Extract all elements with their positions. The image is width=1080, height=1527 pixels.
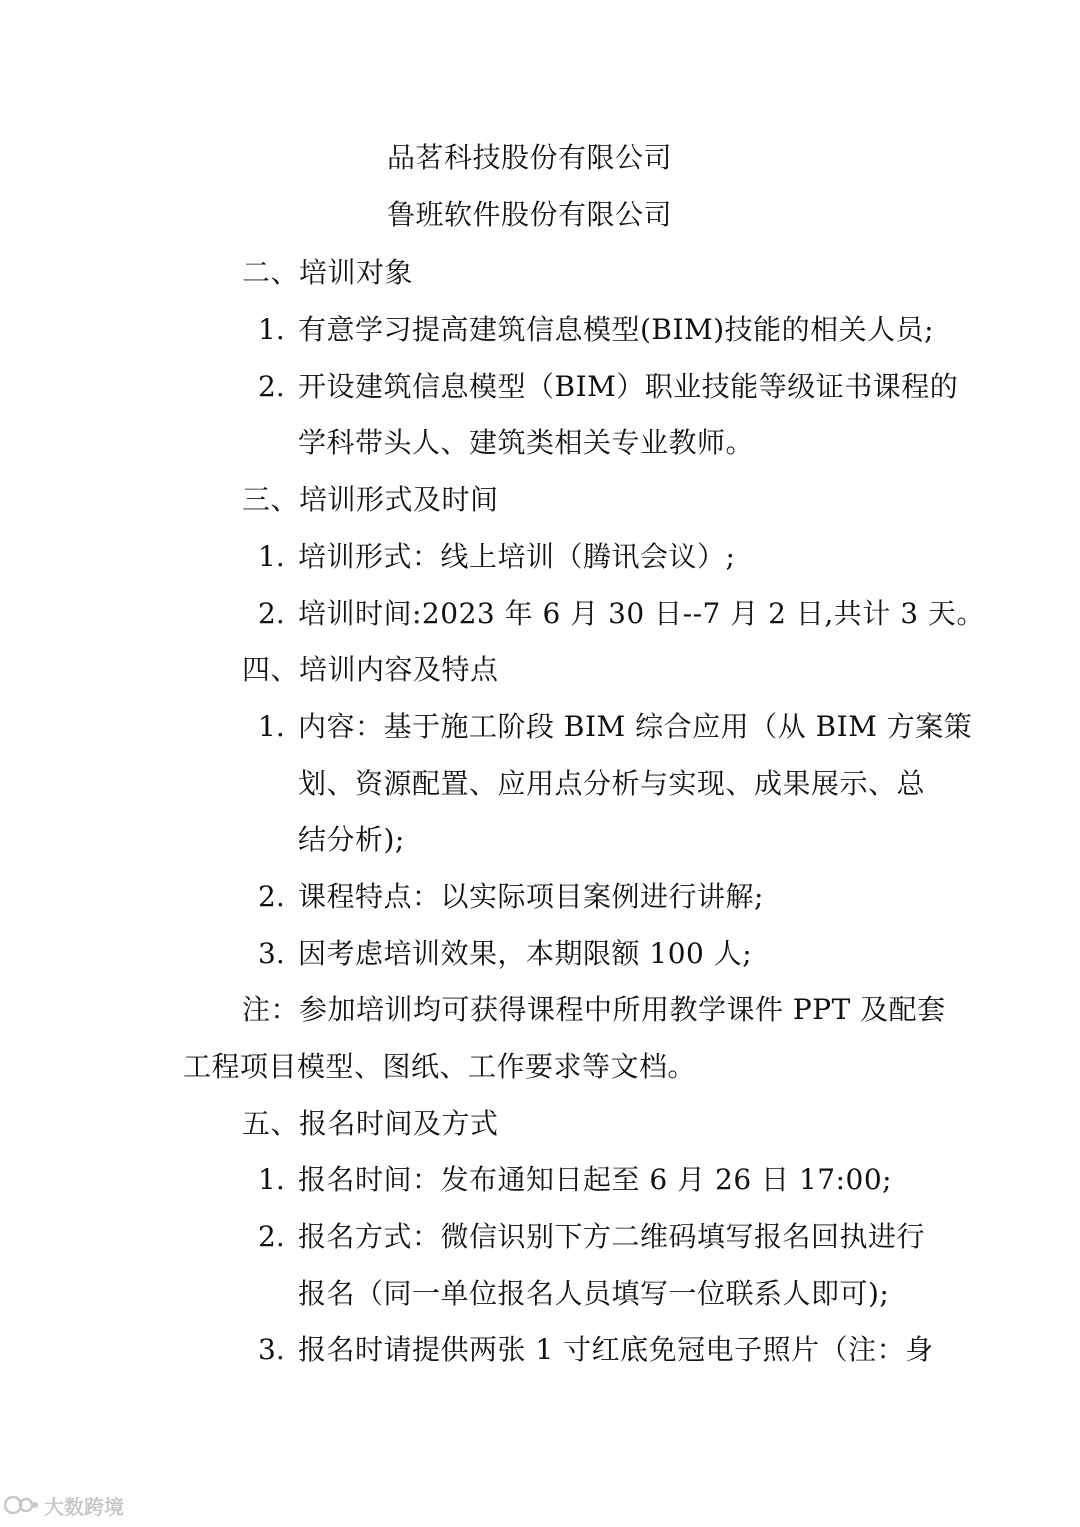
list-item-number: 1. [258, 540, 285, 573]
list-item-text-cont: 报名（同一单位报名人员填写一位联系人即可); [298, 1277, 890, 1310]
org-name-1: 品茗科技股份有限公司 [387, 141, 673, 174]
list-item-number: 1. [258, 313, 285, 346]
list-item-text: 有意学习提高建筑信息模型(BIM)技能的相关人员; [298, 313, 935, 346]
section-heading-3: 三、培训形式及时间 [242, 483, 499, 516]
note-text: 注：参加培训均可获得课程中所用教学课件 PPT 及配套 [242, 993, 946, 1026]
watermark [4, 1490, 124, 1520]
list-item-number: 2. [258, 597, 285, 630]
watermark-logo-icon [4, 1494, 40, 1516]
org-name-2: 鲁班软件股份有限公司 [387, 198, 673, 231]
list-item-number: 2. [258, 880, 285, 913]
section-heading-2: 二、培训对象 [242, 256, 414, 289]
list-item-number: 1. [258, 1163, 285, 1196]
list-item-text: 因考虑培训效果，本期限额 100 人; [298, 937, 753, 970]
list-item-number: 3. [258, 1333, 285, 1366]
list-item-number: 2. [258, 1220, 285, 1253]
list-item-text: 报名时间：发布通知日起至 6 月 26 日 17:00; [298, 1163, 893, 1196]
list-item-text: 内容：基于施工阶段 BIM 综合应用（从 BIM 方案策 [298, 710, 973, 743]
watermark-text: 大数跨境 [44, 1494, 124, 1519]
list-item-text-cont: 结分析); [298, 823, 405, 856]
list-item-text-cont: 划、资源配置、应用点分析与实现、成果展示、总 [298, 767, 926, 800]
list-item-text: 开设建筑信息模型（BIM）职业技能等级证书课程的 [298, 370, 959, 403]
list-item-text: 报名方式：微信识别下方二维码填写报名回执进行 [298, 1220, 926, 1253]
list-item-text: 报名时请提供两张 1 寸红底免冠电子照片（注：身 [298, 1333, 934, 1366]
section-heading-5: 五、报名时间及方式 [242, 1107, 499, 1140]
list-item-number: 3. [258, 937, 285, 970]
note-text-cont: 工程项目模型、图纸、工作要求等文档。 [183, 1050, 697, 1083]
section-heading-4: 四、培训内容及特点 [242, 653, 499, 686]
list-item-text: 培训形式：线上培训（腾讯会议）; [298, 540, 736, 573]
list-item-text: 培训时间:2023 年 6 月 30 日--7 月 2 日,共计 3 天。 [298, 597, 985, 630]
list-item-text: 课程特点：以实际项目案例进行讲解; [298, 880, 764, 913]
list-item-number: 1. [258, 710, 285, 743]
list-item-text-cont: 学科带头人、建筑类相关专业教师。 [298, 426, 755, 459]
list-item-number: 2. [258, 370, 285, 403]
